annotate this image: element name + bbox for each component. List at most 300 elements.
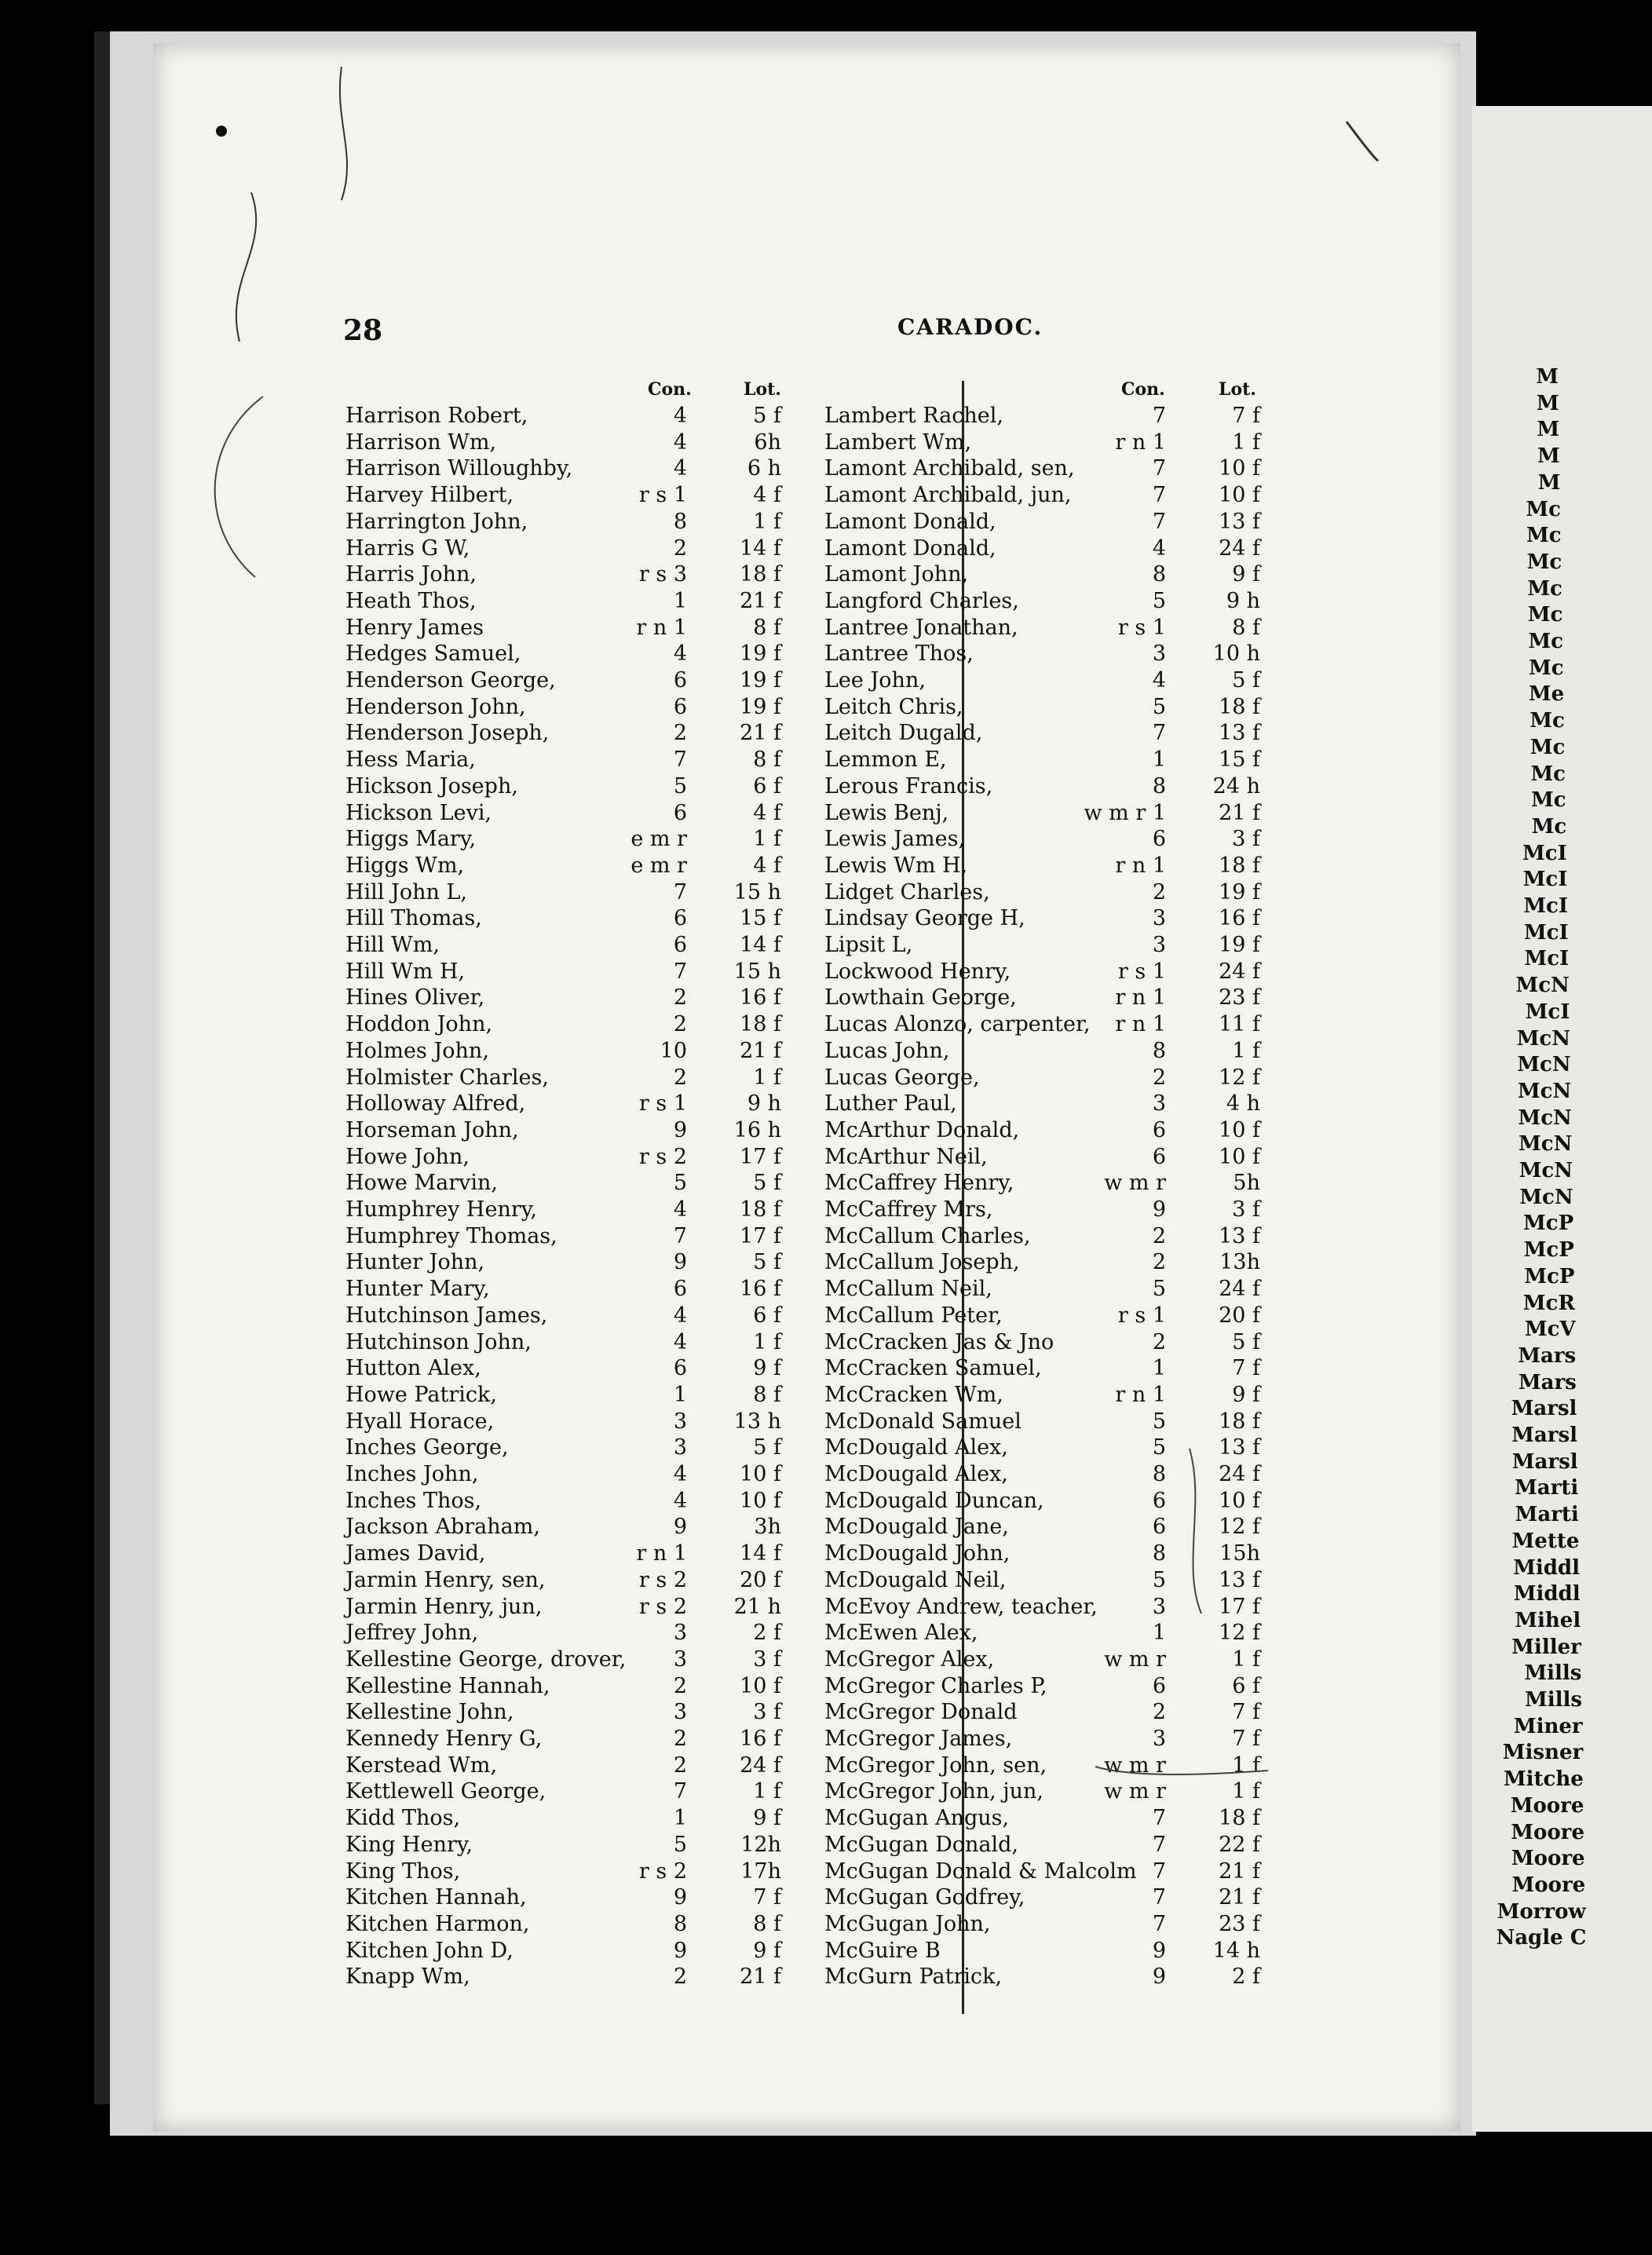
resident-name: Lewis James, (824, 827, 966, 852)
lot-value: 3 f (1232, 1197, 1260, 1222)
resident-name: Lucas John, (824, 1038, 950, 1063)
concession-value: w m r (1104, 1646, 1166, 1672)
concession-value: 9 (1152, 1938, 1166, 1963)
lot-value: 21 f (740, 588, 781, 613)
resident-name: Holmes John, (345, 1038, 489, 1063)
adjacent-page-text: McN (1515, 974, 1570, 998)
lot-value: 6 f (753, 1303, 781, 1328)
resident-name: Lucas George, (824, 1065, 980, 1090)
resident-name: Hill Thomas, (345, 906, 482, 931)
resident-name: Kellestine George, drover, (345, 1646, 627, 1672)
adjacent-page-text: Misner (1502, 1741, 1584, 1765)
adjacent-page-text: McI (1525, 1000, 1570, 1024)
concession-value: 3 (1152, 906, 1166, 931)
concession-value: r n 1 (1115, 1382, 1166, 1407)
concession-value: 4 (673, 404, 687, 428)
resident-name: Kettlewell George, (345, 1779, 546, 1804)
page-title: CARADOC. (897, 314, 1043, 340)
page-number: 28 (343, 314, 383, 347)
resident-name: Howe Marvin, (345, 1171, 498, 1196)
lot-value: 6h (754, 429, 781, 455)
lot-value: 7 f (1232, 1727, 1260, 1751)
lot-value: 9 f (753, 1806, 781, 1831)
resident-name: McGugan Donald & Malcolm (824, 1858, 1137, 1884)
concession-value: 8 (1152, 1541, 1166, 1566)
lot-value: 3 f (753, 1646, 781, 1672)
resident-name: McGurn Patrick, (824, 1964, 1003, 1990)
lot-value: 1 f (1232, 1646, 1260, 1672)
lot-value: 19 f (740, 694, 781, 719)
resident-name: McGregor Charles P, (824, 1673, 1047, 1698)
lot-value: 8 f (1232, 615, 1260, 640)
resident-name: Luther Paul, (824, 1091, 957, 1117)
concession-value: 7 (673, 879, 687, 905)
resident-name: Jackson Abraham, (345, 1515, 540, 1540)
concession-value: 1 (673, 588, 687, 613)
lot-value: 12 f (1219, 1065, 1260, 1090)
adjacent-page-text: Middl (1513, 1582, 1581, 1606)
resident-name: Lamont Donald, (824, 509, 996, 534)
concession-value: 6 (673, 1356, 687, 1381)
resident-name: Lamont John, (824, 562, 969, 587)
lot-value: 13h (1219, 1250, 1260, 1275)
adjacent-page-text: McI (1522, 868, 1568, 892)
lot-value: 21 f (740, 721, 781, 746)
concession-value: 7 (1152, 1806, 1166, 1831)
resident-name: Holloway Alfred, (345, 1091, 526, 1117)
concession-value: 5 (1152, 588, 1166, 613)
concession-value: r n 1 (1115, 853, 1166, 878)
lot-value: 18 f (740, 562, 781, 587)
concession-value: 3 (673, 1621, 687, 1646)
resident-name: Henderson George, (345, 668, 556, 693)
lot-value: 18 f (740, 1197, 781, 1222)
resident-name: Horseman John, (345, 1117, 519, 1142)
resident-name: Kennedy Henry G, (345, 1727, 543, 1751)
lot-value: 18 f (1219, 694, 1260, 719)
concession-value: 6 (1152, 1673, 1166, 1698)
concession-value: 4 (673, 1329, 687, 1354)
concession-value: 6 (1152, 1488, 1166, 1513)
lot-value: 3 f (1232, 827, 1260, 852)
resident-name: Hess Maria, (345, 747, 476, 773)
concession-value: r s 2 (638, 1144, 687, 1169)
concession-value: 2 (673, 1752, 687, 1778)
resident-name: Hill Wm H, (345, 959, 466, 984)
resident-name: Henderson Joseph, (345, 721, 550, 746)
lot-value: 13 f (1219, 721, 1260, 746)
resident-name: McCallum Peter, (824, 1303, 1003, 1328)
adjacent-page-text: Mars (1518, 1343, 1577, 1368)
resident-name: Lantree Jonathan, (824, 615, 1018, 640)
concession-value: 9 (673, 1885, 687, 1910)
adjacent-page-text: Mc (1526, 550, 1562, 574)
adjacent-page-text: McN (1517, 1053, 1571, 1077)
lot-value: 7 f (1232, 1700, 1260, 1725)
lot-value: 1 f (1232, 1038, 1260, 1063)
resident-name: McDougald Jane, (824, 1515, 1009, 1540)
resident-name: McCallum Neil, (824, 1277, 992, 1302)
lot-value: 8 f (753, 747, 781, 773)
lot-value: 14 f (740, 535, 781, 561)
lot-value: 15 f (740, 906, 781, 931)
resident-name: Lockwood Henry, (824, 959, 1011, 984)
lot-value: 4 f (753, 853, 781, 878)
resident-name: McGugan Godfrey, (824, 1885, 1025, 1910)
resident-name: Lambert Rachel, (824, 404, 1003, 428)
concession-value: 6 (1152, 1144, 1166, 1169)
lot-value: 14 f (740, 933, 781, 957)
lot-value: 5 f (1232, 668, 1260, 693)
lot-value: 17 f (740, 1223, 781, 1248)
resident-name: Hunter Mary, (345, 1277, 490, 1302)
resident-name: Lantree Thos, (824, 641, 974, 667)
concession-value: 8 (673, 1911, 687, 1936)
resident-name: Lambert Wm, (824, 429, 972, 455)
concession-value: 3 (1152, 641, 1166, 667)
lot-value: 24 f (1219, 535, 1260, 561)
lot-value: 5 f (753, 1171, 781, 1196)
concession-value: r s 1 (1117, 959, 1166, 984)
adjacent-page-text: Marti (1515, 1503, 1579, 1527)
resident-name: Jarmin Henry, sen, (345, 1567, 546, 1592)
resident-name: Hill John L, (345, 879, 467, 905)
lot-value: 21 f (1219, 800, 1260, 825)
adjacent-page-text: Nagle C (1496, 1926, 1587, 1950)
resident-name: Hedges Samuel, (345, 641, 521, 667)
resident-name: Humphrey Thomas, (345, 1223, 557, 1248)
lot-value: 10 h (1212, 641, 1260, 667)
lot-value: 21 f (1219, 1858, 1260, 1884)
concession-value: 7 (673, 1223, 687, 1248)
concession-value: 1 (673, 1382, 687, 1407)
lot-value: 10 f (1219, 483, 1260, 508)
adjacent-page-text: Mc (1531, 814, 1567, 839)
resident-name: McGregor John, sen, (824, 1752, 1047, 1778)
resident-name: McDougald John, (824, 1541, 1011, 1566)
lot-value: 15 h (733, 959, 781, 984)
concession-value: 5 (673, 773, 687, 799)
lot-value: 10 f (1219, 1488, 1260, 1513)
concession-value: 6 (673, 694, 687, 719)
resident-name: Hunter John, (345, 1250, 485, 1275)
resident-name: Kellestine Hannah, (345, 1673, 550, 1698)
lot-value: 17 f (1219, 1594, 1260, 1619)
concession-value: 2 (673, 721, 687, 746)
resident-name: Howe John, (345, 1144, 470, 1169)
resident-name: McCallum Charles, (824, 1223, 1031, 1248)
lot-value: 9 h (747, 1091, 781, 1117)
lot-value: 19 f (740, 641, 781, 667)
lot-value: 21 f (740, 1964, 781, 1990)
concession-value: 5 (1152, 1409, 1166, 1434)
lot-value: 1 f (753, 1065, 781, 1090)
concession-value: 4 (673, 1197, 687, 1222)
concession-value: 2 (673, 1673, 687, 1698)
adjacent-page-text: M (1537, 444, 1560, 469)
resident-name: Hines Oliver, (345, 985, 485, 1011)
adjacent-page-text: Miner (1513, 1714, 1583, 1738)
right-con-heading: Con. (1121, 379, 1165, 400)
resident-name: Lidget Charles, (824, 879, 990, 905)
adjacent-page-text: McP (1523, 1238, 1574, 1263)
resident-name: King Thos, (345, 1858, 461, 1884)
adjacent-page-text: M (1536, 391, 1559, 415)
concession-value: 9 (673, 1117, 687, 1142)
resident-name: McDougald Alex, (824, 1462, 1008, 1486)
resident-name: Kitchen Hannah, (345, 1885, 527, 1910)
resident-name: Leitch Dugald, (824, 721, 983, 746)
adjacent-page-text: Miller (1511, 1635, 1581, 1659)
concession-value: 2 (1152, 1250, 1166, 1275)
lot-value: 18 f (1219, 1806, 1260, 1831)
adjacent-page-text: McI (1524, 947, 1570, 971)
concession-value: r s 1 (638, 483, 687, 508)
concession-value: 5 (673, 1171, 687, 1196)
adjacent-page-text: Mc (1528, 656, 1564, 680)
adjacent-page-text: McR (1522, 1291, 1575, 1315)
adjacent-page-text: Mc (1528, 630, 1563, 653)
lot-value: 12 f (1219, 1515, 1260, 1540)
concession-value: 9 (673, 1938, 687, 1963)
lot-value: 5 f (1232, 1329, 1260, 1354)
resident-name: Harris John, (345, 562, 477, 587)
adjacent-page-text: McP (1524, 1264, 1575, 1288)
concession-value: 8 (1152, 1462, 1166, 1486)
lot-value: 7 f (753, 1885, 781, 1910)
concession-value: 2 (1152, 1065, 1166, 1090)
concession-value: w m r (1104, 1752, 1166, 1778)
lot-value: 1 f (753, 827, 781, 852)
lot-value: 10 f (740, 1488, 781, 1513)
adjacent-page-text: M (1537, 470, 1561, 495)
lot-value: 1 f (1232, 429, 1260, 455)
concession-value: 1 (1152, 747, 1166, 773)
lot-value: 24 h (1212, 773, 1260, 799)
lot-value: 15 h (733, 879, 781, 905)
lot-value: 14 f (740, 1541, 781, 1566)
resident-name: Harrison Willoughby, (345, 456, 573, 481)
lot-value: 10 f (1219, 1144, 1260, 1169)
adjacent-page-text: Marsl (1511, 1424, 1577, 1447)
concession-value: 9 (673, 1250, 687, 1275)
resident-name: McCracken Wm, (824, 1382, 1003, 1407)
adjacent-page-text: Moore (1511, 1820, 1584, 1844)
resident-name: McGregor Donald (824, 1700, 1018, 1725)
lot-value: 13 f (1219, 1223, 1260, 1248)
resident-name: Harvey Hilbert, (345, 483, 514, 508)
lot-value: 4 f (753, 800, 781, 825)
resident-name: Lewis Benj, (824, 800, 949, 825)
concession-value: w m r 1 (1084, 800, 1166, 825)
adjacent-page-text: McN (1519, 1185, 1573, 1209)
lot-value: 2 f (753, 1621, 781, 1646)
lot-value: 10 f (740, 1673, 781, 1698)
lot-value: 18 f (1219, 1409, 1260, 1434)
lot-value: 6 f (1232, 1673, 1260, 1698)
concession-value: 4 (673, 641, 687, 667)
lot-value: 21 f (1219, 1885, 1260, 1910)
resident-name: Lowthain George, (824, 985, 1017, 1011)
adjacent-page-text: Mc (1530, 735, 1566, 759)
resident-name: McGugan John, (824, 1911, 991, 1936)
concession-value: 5 (1152, 1567, 1166, 1592)
lot-value: 11 f (1219, 1012, 1260, 1037)
lot-value: 20 f (1219, 1303, 1260, 1328)
lot-value: 10 f (1219, 456, 1260, 481)
lot-value: 19 f (1219, 879, 1260, 905)
lot-value: 16 f (740, 1727, 781, 1751)
lot-value: 1 f (753, 1779, 781, 1804)
resident-name: Leitch Chris, (824, 694, 963, 719)
concession-value: 7 (1152, 456, 1166, 481)
resident-name: Lamont Archibald, sen, (824, 456, 1075, 481)
adjacent-page-text: Mc (1530, 762, 1566, 786)
concession-value: 4 (1152, 535, 1166, 561)
concession-value: r s 2 (638, 1594, 687, 1619)
adjacent-page-text: Moore (1510, 1793, 1584, 1818)
adjacent-page-text: McN (1516, 1026, 1570, 1051)
adjacent-page-text: Mc (1526, 497, 1561, 521)
concession-value: 7 (1152, 1858, 1166, 1884)
resident-name: Harris G W, (345, 535, 470, 561)
lot-value: 12 f (1219, 1621, 1260, 1646)
concession-value: 3 (673, 1646, 687, 1672)
lot-value: 15h (1219, 1541, 1260, 1566)
lot-value: 15 f (1219, 747, 1260, 773)
adjacent-page-text: McP (1523, 1212, 1574, 1236)
lot-value: 24 f (1219, 959, 1260, 984)
resident-name: McCracken Samuel, (824, 1356, 1042, 1381)
resident-name: Harrington John, (345, 509, 528, 534)
lot-value: 10 f (740, 1462, 781, 1486)
resident-name: McEvoy Andrew, teacher, (824, 1594, 1098, 1619)
lot-value: 5 f (753, 1250, 781, 1275)
lot-value: 4 f (753, 483, 781, 508)
lot-value: 22 f (1219, 1832, 1260, 1857)
concession-value: 7 (1152, 404, 1166, 428)
resident-name: McDougald Alex, (824, 1435, 1008, 1460)
adjacent-page-fragment (1472, 106, 1652, 2132)
adjacent-page-text: Mette (1511, 1529, 1580, 1553)
resident-name: Inches George, (345, 1435, 509, 1460)
concession-value: r n 1 (1115, 985, 1166, 1011)
resident-name: McDougald Neil, (824, 1567, 1007, 1592)
concession-value: 3 (673, 1700, 687, 1725)
resident-name: Lewis Wm H, (824, 853, 968, 878)
lot-value: 8 f (753, 615, 781, 640)
concession-value: 1 (1152, 1356, 1166, 1381)
concession-value: r n 1 (1115, 429, 1166, 455)
resident-name: Harrison Robert, (345, 404, 528, 428)
lot-value: 5 f (753, 1435, 781, 1460)
resident-name: McCaffrey Mrs, (824, 1197, 993, 1222)
concession-value: 3 (673, 1435, 687, 1460)
concession-value: 10 (660, 1038, 687, 1063)
lot-value: 13 h (733, 1409, 781, 1434)
adjacent-page-text: McV (1524, 1318, 1576, 1342)
left-con-heading: Con. (648, 379, 692, 400)
resident-name: Hickson Levi, (345, 800, 492, 825)
resident-name: Lamont Donald, (824, 535, 996, 561)
resident-name: Henry James (345, 615, 484, 640)
concession-value: 9 (1152, 1964, 1166, 1990)
concession-value: 9 (1152, 1197, 1166, 1222)
concession-value: 5 (1152, 1435, 1166, 1460)
resident-name: Kitchen Harmon, (345, 1911, 530, 1936)
lot-value: 9 f (753, 1356, 781, 1381)
resident-name: Kerstead Wm, (345, 1752, 497, 1778)
concession-value: 7 (1152, 509, 1166, 534)
lot-value: 1 f (753, 509, 781, 534)
concession-value: 2 (673, 1065, 687, 1090)
lot-value: 16 f (1219, 906, 1260, 931)
directory-page (153, 43, 1460, 2132)
lot-value: 14 h (1212, 1938, 1260, 1963)
concession-value: e m r (630, 827, 687, 852)
lot-value: 10 f (1219, 1117, 1260, 1142)
resident-name: McGuire B (824, 1938, 941, 1963)
adjacent-page-text: Mars (1518, 1370, 1577, 1394)
adjacent-page-text: Mills (1524, 1661, 1582, 1686)
resident-name: McDougald Duncan, (824, 1488, 1044, 1513)
adjacent-page-text: M (1536, 365, 1559, 389)
pen-scratches (153, 43, 1460, 2132)
concession-value: r s 1 (1117, 1303, 1166, 1328)
concession-value: 6 (1152, 1515, 1166, 1540)
concession-value: 1 (1152, 1621, 1166, 1646)
lot-value: 12h (740, 1832, 781, 1857)
resident-name: Lucas Alonzo, carpenter, (824, 1012, 1091, 1037)
resident-name: Lipsit L, (824, 933, 913, 957)
concession-value: r s 2 (638, 1858, 687, 1884)
resident-name: McDonald Samuel (824, 1409, 1022, 1434)
lot-value: 21 f (740, 1038, 781, 1063)
lot-value: 7 f (1232, 1356, 1260, 1381)
concession-value: 2 (1152, 1700, 1166, 1725)
resident-name: McArthur Neil, (824, 1144, 988, 1169)
lot-value: 8 f (753, 1911, 781, 1936)
resident-name: McCracken Jas & Jno (824, 1329, 1054, 1354)
concession-value: 7 (1152, 1911, 1166, 1936)
resident-name: Humphrey Henry, (345, 1197, 538, 1222)
concession-value: 3 (1152, 1594, 1166, 1619)
lot-value: 1 f (1232, 1752, 1260, 1778)
adjacent-page-text: Middl (1513, 1555, 1580, 1580)
concession-value: 5 (1152, 694, 1166, 719)
lot-value: 3 f (753, 1700, 781, 1725)
resident-name: Inches John, (345, 1462, 479, 1486)
adjacent-page-text: M (1537, 418, 1560, 442)
lot-value: 5 f (753, 404, 781, 428)
adjacent-page-text: Mc (1527, 603, 1563, 627)
resident-name: Lindsay George H, (824, 906, 1025, 931)
concession-value: w m r (1104, 1779, 1166, 1804)
lot-value: 19 f (740, 668, 781, 693)
concession-value: 9 (673, 1515, 687, 1540)
concession-value: 7 (1152, 1832, 1166, 1857)
resident-name: Holmister Charles, (345, 1065, 549, 1090)
concession-value: 6 (1152, 1117, 1166, 1142)
lot-value: 6 h (747, 456, 781, 481)
concession-value: r s 1 (1117, 615, 1166, 640)
resident-name: Lerous Francis, (824, 773, 993, 799)
lot-value: 23 f (1219, 1911, 1260, 1936)
resident-name: Hyall Horace, (345, 1409, 495, 1434)
concession-value: 4 (673, 1462, 687, 1486)
lot-value: 20 f (740, 1567, 781, 1592)
lot-value: 9 f (1232, 562, 1260, 587)
